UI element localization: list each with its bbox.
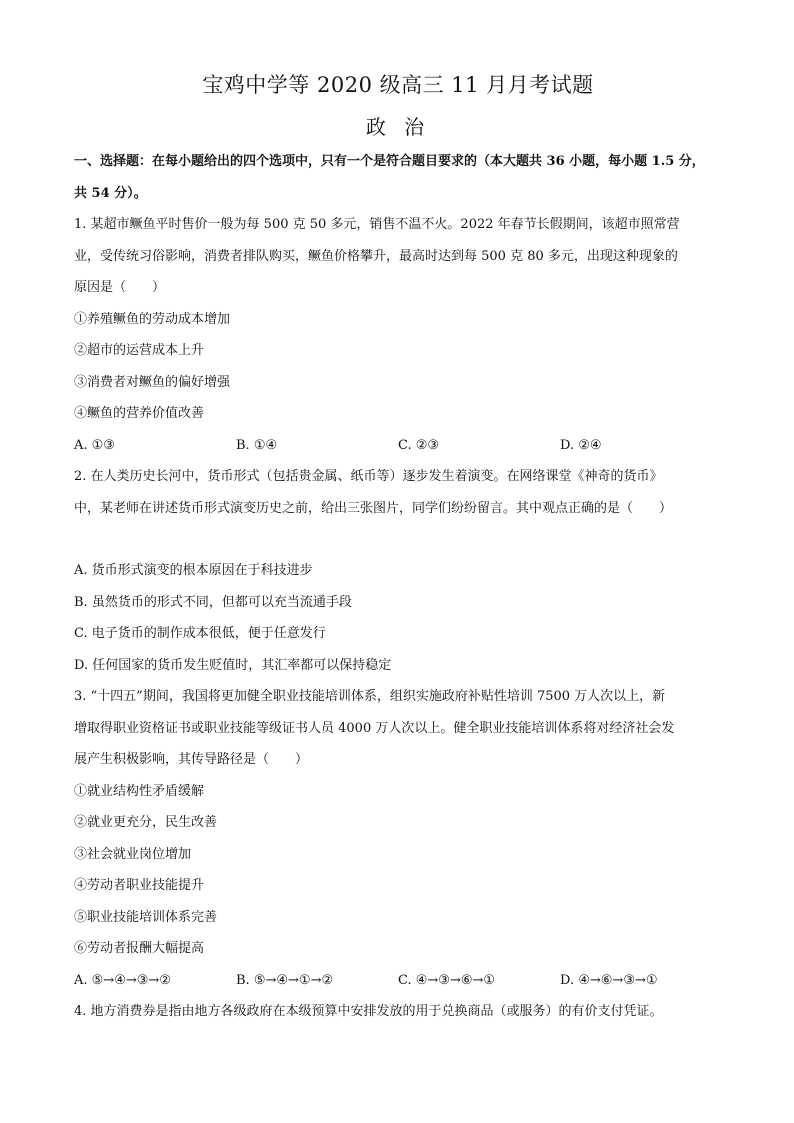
- option-a: A. 货币形式演变的根本原因在于科技进步: [74, 563, 313, 578]
- option-b: B. 虽然货币的形式不同，但都可以充当流通手段: [74, 594, 352, 610]
- statement-item: ④鳜鱼的营养价值改善: [74, 406, 205, 421]
- statement-item: ③社会就业岗位增加: [74, 846, 192, 862]
- question-stem-line: 展产生积极影响，其传导路径是（ ）: [74, 752, 309, 767]
- question-stem-line: 中，某老师在讲述货币形式演变历史之前，给出三张图片，同学们纷纷留言。其中观点正确的是（ ）: [74, 500, 673, 516]
- question-stem-line: 原因是（ ）: [74, 280, 166, 295]
- question-stem-line: 增取得职业资格证书或职业技能等级证书人员 4000 万人次以上。健全职业技能培训体系将对经济社会发: [74, 720, 675, 736]
- subject-title: 政 治: [365, 115, 431, 139]
- question-stem-line: 3. “十四五”期间，我国将更加健全职业技能培训体系，组织实施政府补贴性培训 7500 万人次以上，新: [74, 689, 666, 704]
- question-4: [74, 996, 722, 1028]
- question-stem-line: 业，受传统习俗影响，消费者排队购买，鳜鱼价格攀升，最高时达到每 500 克 80 多元，出现这种现象的: [74, 248, 678, 264]
- option-d: D. ④→⑥→③→①: [560, 972, 658, 988]
- option-c: C. ②③: [398, 437, 440, 453]
- answer-options: [74, 965, 722, 997]
- option-b: B. ⑤→④→①→②: [236, 972, 334, 988]
- answer-options: [74, 430, 722, 462]
- question-stem-line: 2. 在人类历史长河中，货币形式（包括贵金属、纸币等）逐步发生着演变。在网络课堂《神奇的货币》: [74, 469, 663, 484]
- question-stem-line: 4. 地方消费券是指由地方各级政府在本级预算中安排发放的用于兑换商品（或服务）的有价支付凭证。: [74, 1004, 663, 1019]
- option-d: D. 任何国家的货币发生贬值时，其汇率都可以保持稳定: [74, 657, 392, 673]
- option-d: D. ②④: [560, 437, 602, 453]
- statement-item: ①就业结构性矛盾缓解: [74, 783, 205, 799]
- image-placeholder-gap: [74, 524, 722, 555]
- statement-item: ②就业更充分，民生改善: [74, 815, 218, 830]
- option-c: C. 电子货币的制作成本很低，便于任意发行: [74, 626, 326, 641]
- option-a: A. ①③: [74, 437, 115, 453]
- statement-item: ②超市的运营成本上升: [74, 343, 205, 358]
- statement-item: ⑤职业技能培训体系完善: [74, 909, 218, 925]
- question-stem-line: 1. 某超市鳜鱼平时售价一般为每 500 克 50 多元，销售不温不火。2022 年春节长假期间，该超市照常营: [74, 217, 680, 232]
- statement-item: ③消费者对鳜鱼的偏好增强: [74, 374, 231, 390]
- section-heading-line: 一、选择题：在每小题给出的四个选项中，只有一个是符合题目要求的（本大题共 36 小题，每小题 1.5 分，: [74, 154, 705, 169]
- statement-item: ⑥劳动者报酬大幅提高: [74, 941, 205, 956]
- question-2: [74, 461, 722, 681]
- page-title: 宝鸡中学等 2020 级高三 11 月月考试题: [202, 73, 594, 97]
- option-a: A. ⑤→④→③→②: [74, 972, 171, 988]
- statement-item: ④劳动者职业技能提升: [74, 878, 205, 893]
- question-1: [74, 209, 722, 461]
- option-b: B. ①④: [236, 437, 278, 453]
- statement-item: ①养殖鳜鱼的劳动成本增加: [74, 311, 231, 327]
- section-heading: [74, 146, 722, 209]
- option-c: C. ④→③→⑥→①: [398, 972, 496, 988]
- section-heading-line: 共 54 分）。: [74, 185, 147, 201]
- question-3: [74, 681, 722, 996]
